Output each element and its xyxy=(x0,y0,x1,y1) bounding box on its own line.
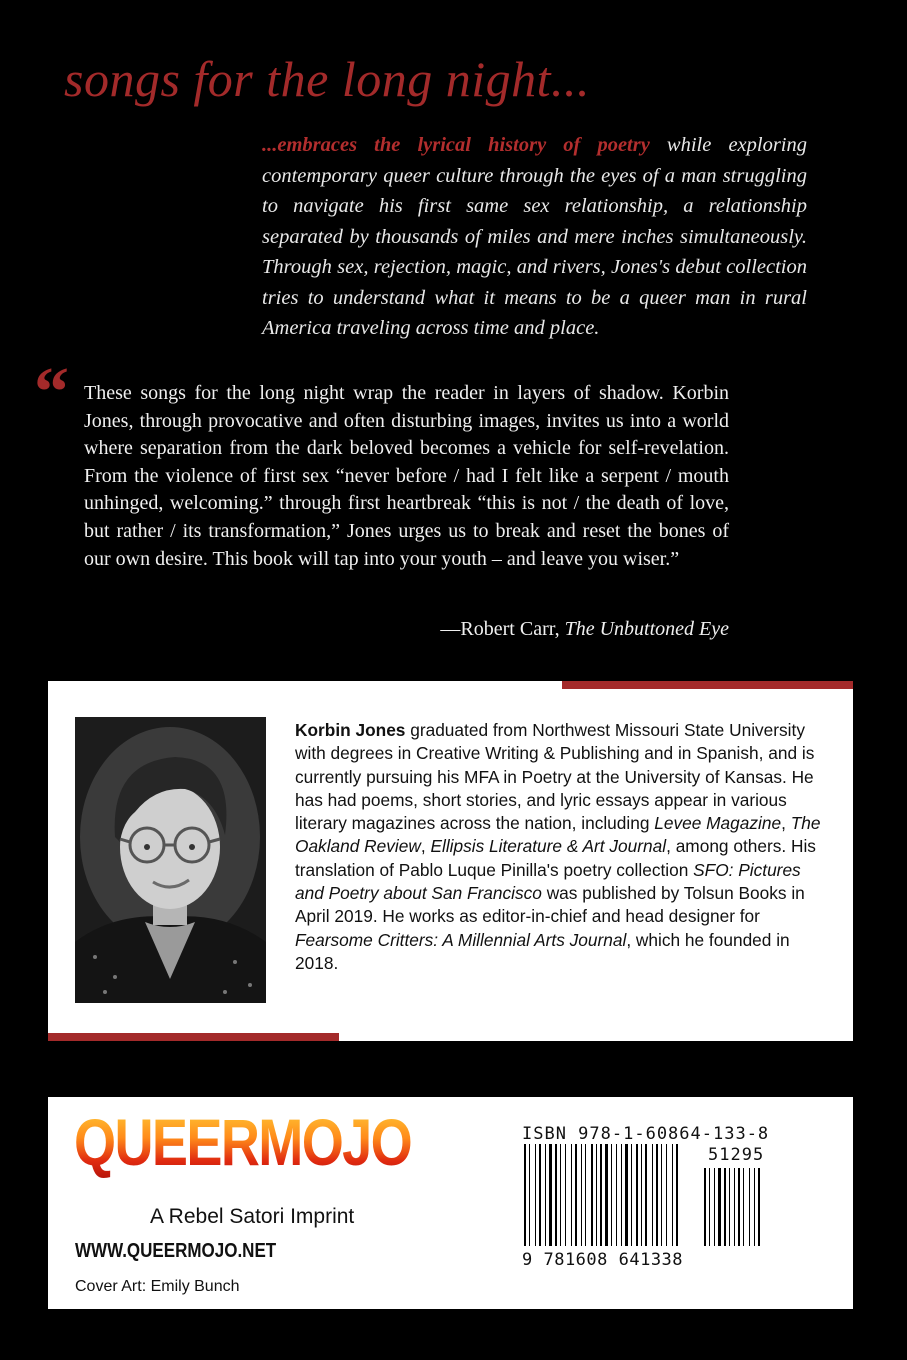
barcode-bar xyxy=(625,1144,628,1246)
bio-book: SFO: Pictures and Poetry about San Francisco xyxy=(295,859,801,904)
review-quote: These songs for the long night wrap the reader in layers of shadow. Korbin Jones, through provocative and often disturbing images, invites us into a world where separation from the dark beloved becomes a vehicle for self-revelation. From the violence of first sex “never before / had I felt like a serpent / mouth unhinged, welcoming.” through first heartbreak “this is not / the death of love, but rather / its transformation,” Jones urges us to break and reset the bones of our own desire. This book will tap into your youth – and leave you wiser.” xyxy=(84,382,729,570)
publisher-imprint: A Rebel Satori Imprint xyxy=(150,1205,355,1228)
book-title: songs for the long night... xyxy=(64,51,591,107)
attribution-work: The Unbuttoned Eye xyxy=(564,618,729,640)
blurb-text: while exploring contemporary queer culture through the eyes of a man struggling to navigate his first same sex relationship, a relationship separated by thousands of miles and mere inches simultaneously. Through sex, rejection, magic, and rivers, Jones's debut collection tries to understand what it means to be a queer man in rural America traveling across time and place. xyxy=(262,134,808,339)
barcode-bar xyxy=(621,1144,622,1246)
blurb-highlight: ...embraces the lyrical history of poetry xyxy=(262,134,650,156)
barcode-addon-bar xyxy=(749,1168,750,1246)
barcode-bar xyxy=(529,1144,530,1246)
barcode-addon-bar xyxy=(754,1168,755,1246)
barcode-addon-bar xyxy=(734,1168,735,1246)
bio-text-1: graduated from Northwest Missouri State University with degrees in Creative Writing & Publishing and in Spanish, and is currently pursuing his MFA in Poetry at the University of Kansas. He has had poems, short stories, and lyric essays appear in various literary magazines across the nation, including xyxy=(295,720,815,834)
author-name: Korbin Jones xyxy=(295,720,406,740)
author-photo xyxy=(75,717,266,1003)
barcode-addon-bar xyxy=(704,1168,706,1246)
attribution-name: —Robert Carr, xyxy=(440,618,565,640)
barcode-bar xyxy=(676,1144,678,1246)
bio-sep-2: , xyxy=(420,836,431,857)
barcode-addon-bar xyxy=(724,1168,726,1246)
barcode-bar xyxy=(631,1144,632,1246)
publisher-website[interactable]: WWW.QUEERMOJO.NET xyxy=(75,1240,277,1262)
barcode-number: 9 781608 641338 xyxy=(522,1250,684,1270)
barcode-addon-bar xyxy=(714,1168,715,1246)
barcode-bar xyxy=(581,1144,582,1246)
barcode-bar xyxy=(661,1144,662,1246)
barcode-bar xyxy=(641,1144,642,1246)
barcode-bar xyxy=(575,1144,577,1246)
bio-magazine-3: Ellipsis Literature & Art Journal xyxy=(430,836,667,857)
bio-text-2: , among others. His translation of Pablo Luque Pinilla's poetry collection xyxy=(295,836,816,880)
cover-art-credit: Cover Art: Emily Bunch xyxy=(75,1278,240,1295)
barcode-bar xyxy=(585,1144,586,1246)
barcode-bar xyxy=(652,1144,653,1246)
bio-magazine-1: Levee Magazine xyxy=(654,813,782,834)
bio-text-3: was published by Tolsun Books in April 2019. He works as editor-in-chief and head designer for xyxy=(295,883,805,927)
barcode-bar xyxy=(535,1144,536,1246)
quote-attribution xyxy=(440,618,729,641)
accent-bar-bottom xyxy=(48,1033,339,1041)
barcode-bar xyxy=(596,1144,597,1246)
barcode-bar xyxy=(539,1144,541,1246)
isbn-label: ISBN 978-1-60864-133-8 xyxy=(522,1124,770,1144)
bio-text-4: , which he founded in 2018. xyxy=(295,929,790,973)
barcode-addon-bar xyxy=(718,1168,721,1246)
barcode-bar xyxy=(656,1144,658,1246)
barcode-bar xyxy=(565,1144,566,1246)
barcode-bar xyxy=(616,1144,617,1246)
bio-magazine-2: The Oakland Review xyxy=(295,813,821,857)
barcode-bar xyxy=(545,1144,546,1246)
publisher-logo: QUEERMOJO xyxy=(74,1105,412,1179)
book-blurb xyxy=(262,130,807,344)
barcode-bar xyxy=(666,1144,667,1246)
barcode-addon-bar xyxy=(738,1168,740,1246)
barcode-addon-bar xyxy=(729,1168,730,1246)
barcode-bar xyxy=(600,1144,602,1246)
price-code: 51295 xyxy=(708,1145,765,1165)
accent-bar-top xyxy=(562,681,853,689)
quote-mark-icon: “ xyxy=(34,354,69,431)
barcode-bar xyxy=(645,1144,647,1246)
barcode-bar xyxy=(636,1144,638,1246)
barcode-bar xyxy=(672,1144,673,1246)
barcode-bar xyxy=(591,1144,593,1246)
barcode-bar xyxy=(555,1144,557,1246)
barcode-bar xyxy=(560,1144,561,1246)
barcode-addon-bar xyxy=(743,1168,744,1246)
bio-sep-1: , xyxy=(781,813,791,834)
barcode-bar xyxy=(571,1144,572,1246)
barcode-addon-bar xyxy=(758,1168,760,1246)
author-bio xyxy=(295,719,825,975)
barcode-bar xyxy=(605,1144,608,1246)
barcode-addon-bar xyxy=(709,1168,710,1246)
barcode-bar xyxy=(611,1144,612,1246)
bio-journal: Fearsome Critters: A Millennial Arts Journal xyxy=(295,929,627,950)
barcode-bar xyxy=(524,1144,526,1246)
barcode-bar xyxy=(549,1144,552,1246)
